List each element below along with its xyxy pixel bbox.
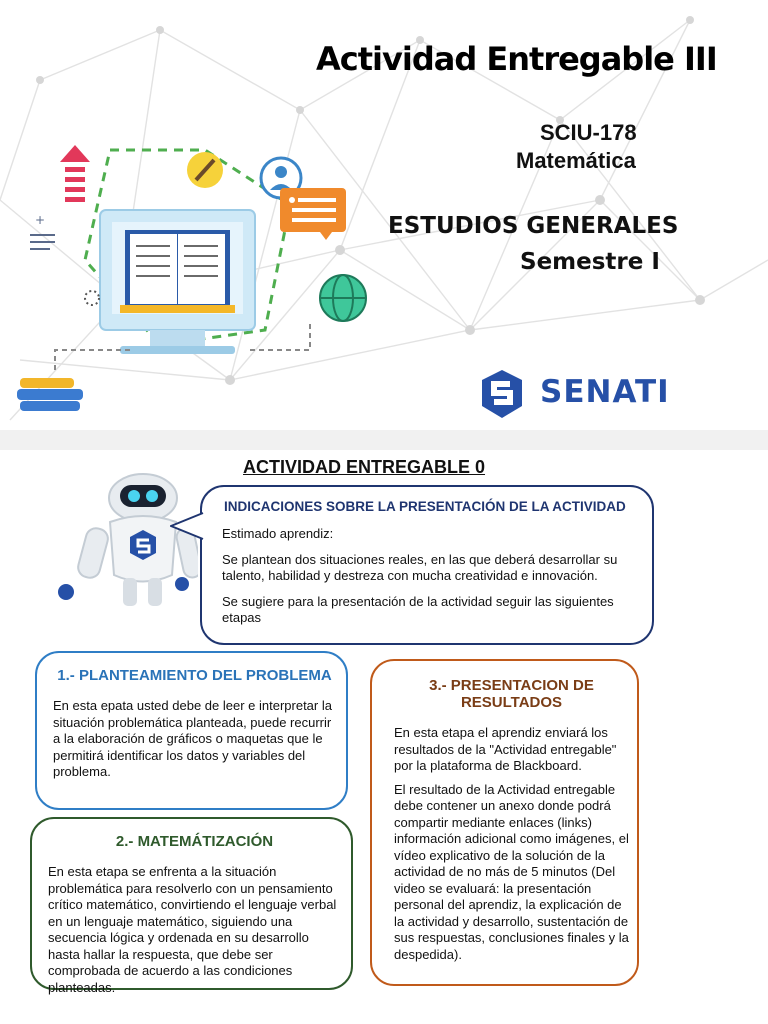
indications-paragraph-1: Se plantean dos situaciones reales, en las que deberá desarrollar su talento, habilidad y destreza con mucha creatividad e innovación. bbox=[222, 551, 618, 583]
step-2-heading: 2.- MATEMÁTIZACIÓN bbox=[115, 833, 274, 850]
cover-section bbox=[0, 0, 768, 450]
step-3-paragraph-2: El resultado de la Actividad entregable debe contener un anexo donde podrá compartir mediante enlaces (links) información adicional como imágenes, el vídeo explicativo de la solución de la actividad de no más de 5 minutos (Del video se evaluará: la presentación personal del aprendiz, la explicación de la actividad y desarrollo, sustentación de sus respuestas, conclusiones finales y la despedida). bbox=[394, 781, 629, 962]
step-3-paragraph-1: En esta etapa el aprendiz enviará los resultados de la "Actividad entregable" por la plataforma de Blackboard. bbox=[394, 725, 617, 773]
page-title: Actividad Entregable III bbox=[316, 40, 717, 78]
indications-paragraph-2: Se sugiere para la presentación de la actividad seguir las siguientes etapas bbox=[222, 593, 614, 625]
indications-bubble bbox=[200, 485, 654, 645]
course-code: SCIU-178 bbox=[540, 120, 637, 145]
indications-heading: INDICACIONES SOBRE LA PRESENTACIÓN DE LA ACTIVIDAD bbox=[224, 499, 626, 514]
activity-title: ACTIVIDAD ENTREGABLE 0 bbox=[243, 457, 486, 477]
step-2-text: En esta etapa se enfrenta a la situación problemática para resolverlo con un pensamiento crítico matemático, convirtiendo el lenguaje verbal en un lenguaje matemático, siguiendo una secuencia lógica y ordenada en su desarrollo hasta hallar la respuesta, que debe ser comprobada de acuerdo a las condiciones planteadas. bbox=[48, 864, 337, 995]
step-1-heading: 1.- PLANTEAMIENTO DEL PROBLEMA bbox=[57, 667, 332, 684]
senati-logo-text: SENATI bbox=[540, 374, 670, 410]
indications-greeting: Estimado aprendiz: bbox=[222, 526, 334, 541]
course-name: Matemática bbox=[516, 148, 636, 173]
department-name: ESTUDIOS GENERALES bbox=[388, 213, 679, 239]
speech-bubble-tail bbox=[170, 511, 204, 541]
svg-text:+: + bbox=[35, 213, 46, 227]
step-1-text: En esta epata usted debe de leer e interpretar la situación problemática planteada, puede recurrir a la elaboración de gráficos o maquetas que le permitirá identificar los datos y variables del problema. bbox=[53, 698, 332, 779]
step-2-card bbox=[30, 817, 353, 995]
step-3-heading: 3.- PRESENTACION DE RESULTADOS bbox=[429, 677, 594, 711]
step-1-card bbox=[35, 651, 348, 810]
step-3-card bbox=[370, 659, 639, 986]
semester-label: Semestre I bbox=[520, 249, 660, 275]
